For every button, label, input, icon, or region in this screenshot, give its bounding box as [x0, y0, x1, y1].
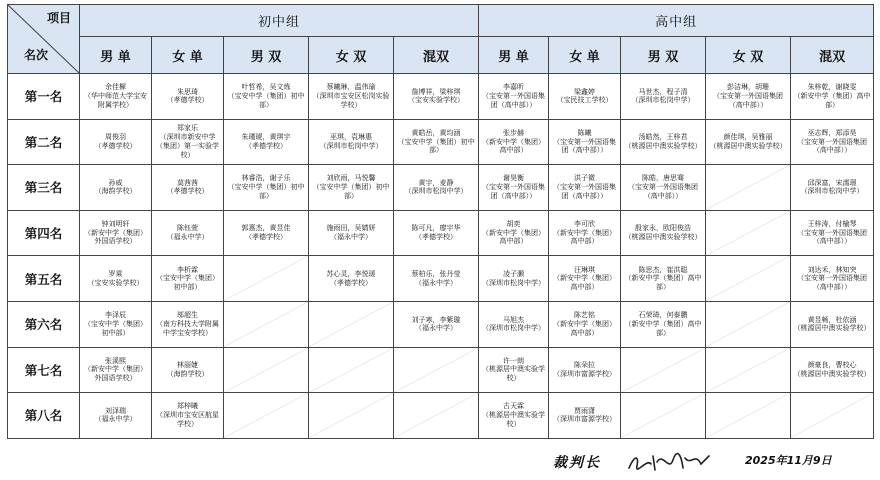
result-cell: 蔡曦琳，温伟瑜 （深圳市宝安区松岗实验学校） [309, 74, 394, 120]
empty-cell [706, 347, 791, 393]
result-cell: 王梓涛，付榆琴 （宝安第一外国语集团（高中部）） [791, 210, 874, 256]
strike-diagonal [706, 165, 790, 210]
strike-diagonal [706, 348, 790, 393]
empty-cell [621, 393, 706, 439]
result-cell: 凌子灏 （深圳市松岗中学） [479, 256, 549, 302]
result-cell: 朱梓乾，谢晓雯 （新安中学（集团）高中部） [791, 74, 874, 120]
item-label: 项目 [46, 11, 71, 25]
result-cell: 陈钰萱 （福永中学） [152, 210, 224, 256]
category-header: 男 单 [80, 37, 152, 74]
rank-cell: 第三名 [8, 165, 80, 211]
rank-cell: 第七名 [8, 347, 80, 393]
strike-diagonal [224, 302, 308, 347]
rank-label: 名次 [24, 48, 49, 62]
result-cell: 李可欣 （新安中学（集团）高中部） [549, 210, 621, 256]
result-cell: 陈思杰，崔洪聪 （新安中学（集团）高中部） [621, 256, 706, 302]
category-header: 男 双 [621, 37, 706, 74]
result-cell: 石荣琦，何泰鹏 （新安中学（集团）高中部） [621, 301, 706, 347]
result-cell: 胡奕 （新安中学（集团）高中部） [479, 210, 549, 256]
empty-cell [309, 393, 394, 439]
result-cell: 洪子微 （宝安第一外国语集团（高中部）） [549, 165, 621, 211]
strike-diagonal [394, 348, 478, 393]
junior-group-header: 初中组 [80, 5, 479, 37]
category-header: 女 单 [152, 37, 224, 74]
strike-diagonal [224, 348, 308, 393]
signature-scribble-icon [625, 448, 715, 476]
strike-diagonal [224, 393, 308, 438]
date-text: 2025年11月9日 [745, 454, 832, 467]
result-cell: 巫志辉，郑添昊 （宝安第一外国语集团（高中部）） [791, 119, 874, 165]
strike-diagonal [791, 393, 873, 438]
table-row [8, 74, 874, 120]
result-cell: 颜豪良，曹校心 （桃源居中澳实验学校） [791, 347, 874, 393]
rank-cell: 第五名 [8, 256, 80, 302]
result-cell: 马旭杰 （深圳市松岗中学） [479, 301, 549, 347]
strike-diagonal [621, 393, 705, 438]
result-cell: 巫琪，袁琳惠 （深圳市松岗中学） [309, 119, 394, 165]
result-cell: 罗乘 （宝安实验学校） [80, 256, 152, 302]
result-cell: 马世杰，程子清 （深圳市松岗中学） [621, 74, 706, 120]
empty-cell [224, 393, 309, 439]
result-cell: 谢昊衡 （宝安第一外国语集团（高中部）） [479, 165, 549, 211]
table-row [8, 301, 874, 347]
result-cell: 孙威 （海韵学校） [80, 165, 152, 211]
empty-cell [621, 347, 706, 393]
result-cell: 刘欣雨，马悦馨 （宝安中学（集团）初中部） [309, 165, 394, 211]
rank-cell: 第二名 [8, 119, 80, 165]
result-cell: 刘泽瑞 （福永中学） [80, 393, 152, 439]
result-cell: 陈朵拉 （深圳市富源学校） [549, 347, 621, 393]
category-header: 混双 [394, 37, 479, 74]
strike-diagonal [309, 348, 393, 393]
corner-header-cell [8, 5, 80, 74]
empty-cell [224, 347, 309, 393]
result-cell: 李析霖 （宝安中学（集团）初中部） [152, 256, 224, 302]
referee-label: 裁判长 [553, 455, 601, 471]
result-cell: 许一朗 （桃源居中澳实验学校） [479, 347, 549, 393]
empty-cell [309, 301, 394, 347]
strike-diagonal [224, 256, 308, 301]
result-cell: 刘子寒，李紫璇 （福永中学） [394, 301, 479, 347]
result-cell: 黄昱畅，杜依涵 （桃源居中澳实验学校） [791, 301, 874, 347]
result-cell: 邬超生 （南方科技大学附属中学宝安学校） [152, 301, 224, 347]
result-cell: 刘达禾，林知突 （宝安第一外国语集团（高中部）） [791, 256, 874, 302]
empty-cell [394, 393, 479, 439]
empty-cell [224, 256, 309, 302]
result-cell: 颜佳琪，吴雅丽 （桃源居中澳实验学校） [706, 119, 791, 165]
rank-cell: 第一名 [8, 74, 80, 120]
result-cell: 林睿浩，谢子乐 （宝安中学（集团）初中部） [224, 165, 309, 211]
strike-diagonal [706, 211, 790, 256]
rank-cell: 第八名 [8, 393, 80, 439]
empty-cell [224, 301, 309, 347]
senior-group-header: 高中组 [479, 5, 874, 37]
result-cell: 郑家乐 （深圳市新安中学（集团）第一实验学校） [152, 119, 224, 165]
result-cell: 余佳樨 （华中师范大学宝安附属学校） [80, 74, 152, 120]
empty-cell [791, 393, 874, 439]
category-header: 女 单 [549, 37, 621, 74]
result-cell: 张步赫 （新安中学（集团）高中部） [479, 119, 549, 165]
result-cell: 汤皓然，王梓君 （桃源居中澳实验学校） [621, 119, 706, 165]
table-row [8, 393, 874, 439]
category-header: 女 双 [309, 37, 394, 74]
table-row [8, 256, 874, 302]
referee-signature [625, 448, 715, 476]
result-cell: 古天霖 （桃源居中澳实验学校） [479, 393, 549, 439]
result-cell: 邱深富，宋濡璟 （深圳市松岗中学） [791, 165, 874, 211]
result-cell: 陈可凡，廖宇华 （孝德学校） [394, 210, 479, 256]
results-table [7, 4, 874, 439]
strike-diagonal [309, 393, 393, 438]
result-cell: 郑梓曦 （深圳市宝安区航星学校） [152, 393, 224, 439]
empty-cell [706, 165, 791, 211]
category-header: 男 单 [479, 37, 549, 74]
result-cell: 钟刘明轩 （新安中学（集团）外国语学校） [80, 210, 152, 256]
result-cell: 黄皓岳，黄均涵 （宝安中学（集团）初中部） [394, 119, 479, 165]
result-cell: 李嘉昕 （宝安第一外国语集团（高中部）） [479, 74, 549, 120]
result-cell: 黄宇，麦静 （深圳市松岗中学） [394, 165, 479, 211]
category-header: 女 双 [706, 37, 791, 74]
result-cell: 朱瑾琥，黄琪宇 （孝德学校） [224, 119, 309, 165]
empty-cell [706, 393, 791, 439]
result-cell: 梁鑫婷 （宝民技工学校） [549, 74, 621, 120]
results-body [8, 74, 874, 439]
result-cell: 李泽辰 （宝安中学（集团）初中部） [80, 301, 152, 347]
empty-cell [309, 347, 394, 393]
rank-cell: 第四名 [8, 210, 80, 256]
result-cell: 陈曦 （宝安第一外国语集团（高中部）） [549, 119, 621, 165]
empty-cell [706, 301, 791, 347]
rank-cell: 第六名 [8, 301, 80, 347]
strike-diagonal [621, 348, 705, 393]
result-cell: 朱思琦 （孝德学校） [152, 74, 224, 120]
strike-diagonal [394, 393, 478, 438]
table-row [8, 210, 874, 256]
result-cell: 汪琳琪 （新安中学（集团）高中部） [549, 256, 621, 302]
result-cell: 蔡柏乐，张丹莹 （福永中学） [394, 256, 479, 302]
empty-cell [394, 347, 479, 393]
result-cell: 莫茜茜 （孝德学校） [152, 165, 224, 211]
category-header: 男 双 [224, 37, 309, 74]
strike-diagonal [706, 393, 790, 438]
result-cell: 郭惠杰，黄昱佳 （孝德学校） [224, 210, 309, 256]
strike-diagonal [706, 256, 790, 301]
result-cell: 张溪熙 （新安中学（集团）外国语学校） [80, 347, 152, 393]
result-cell: 陈艺铭 （新安中学（集团）高中部） [549, 301, 621, 347]
strike-diagonal [706, 302, 790, 347]
result-cell: 贾雨潇 （深圳市富源学校） [549, 393, 621, 439]
table-row [8, 347, 874, 393]
empty-cell [706, 210, 791, 256]
result-cell: 苏心灵，李悦瑗 （孝德学校） [309, 256, 394, 302]
result-cell: 林丽婕 （海韵学校） [152, 347, 224, 393]
result-cell: 周俊羽 （孝德学校） [80, 119, 152, 165]
strike-diagonal [309, 302, 393, 347]
result-cell: 陈皓，唐思骞 （宝安第一外国语集团（高中部）） [621, 165, 706, 211]
result-cell: 詹博祥，梁梓琪 （宝安实验学校） [394, 74, 479, 120]
result-cell: 彭洁琳，胡珊 （宝安第一外国语集团（高中部）） [706, 74, 791, 120]
result-cell: 殷家永，欧阳俊浩 （桃源居中澳实验学校） [621, 210, 706, 256]
category-header: 混双 [791, 37, 874, 74]
result-cell: 叶哲希，吴文炼 （宝安中学（集团）初中部） [224, 74, 309, 120]
empty-cell [706, 256, 791, 302]
result-cell: 施雨田，吴婧妍 （福永中学） [309, 210, 394, 256]
table-row [8, 119, 874, 165]
table-row [8, 165, 874, 211]
